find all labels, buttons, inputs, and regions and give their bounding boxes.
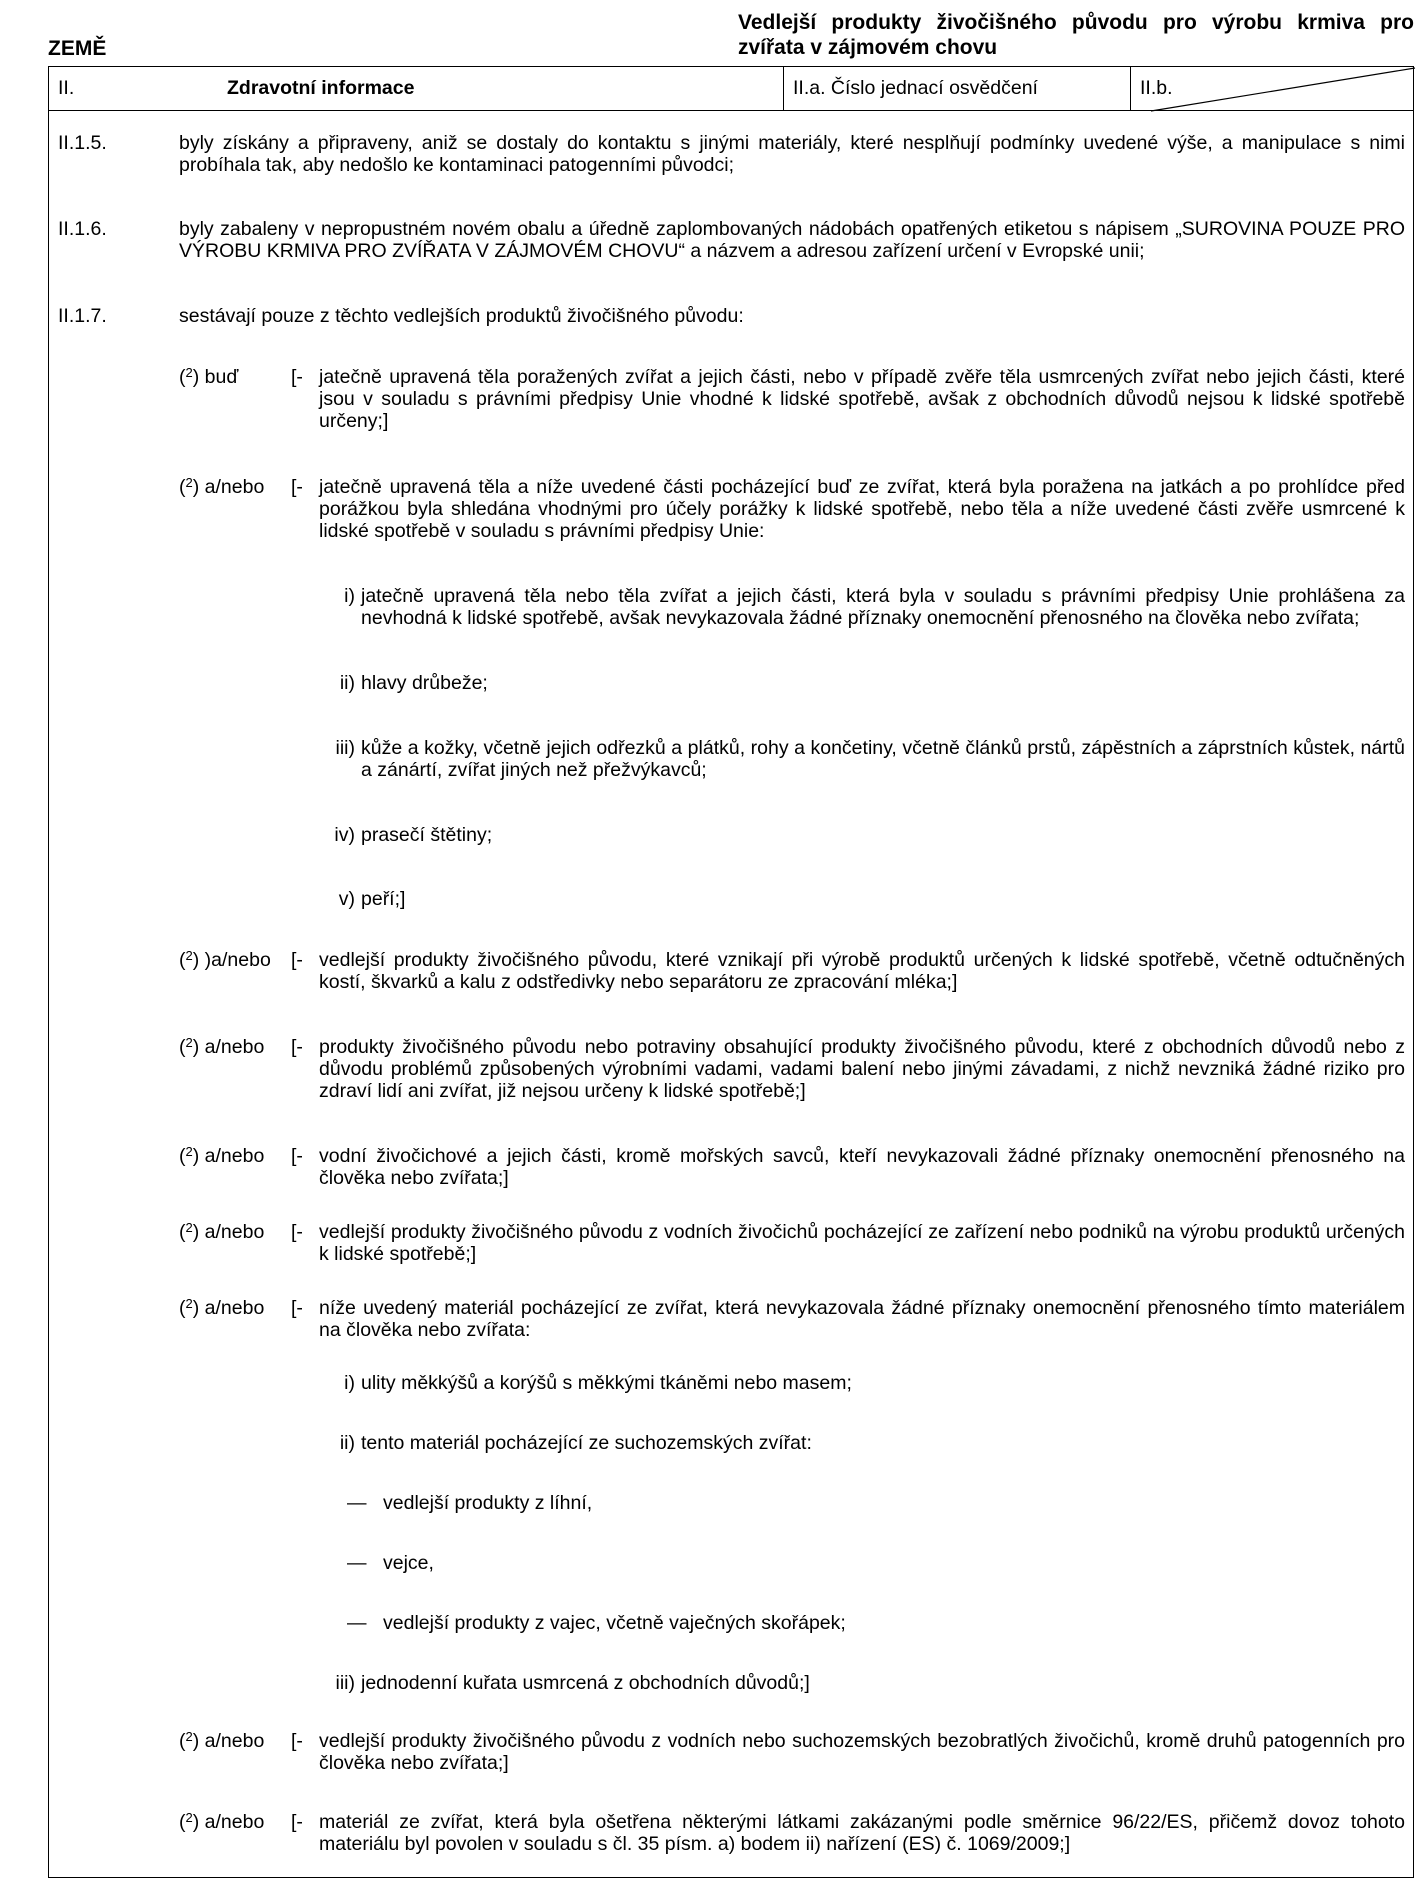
clause-ii-1-6: [49, 218, 1415, 262]
sub-item: [327, 737, 1405, 781]
sub-item-text: prasečí štětiny;: [361, 824, 493, 846]
option-item: [49, 1221, 1415, 1265]
footnote-ref: 2: [185, 1220, 193, 1235]
dash-item: [347, 1492, 1405, 1514]
option-item: [49, 1811, 1415, 1855]
sub-item: [327, 824, 1405, 846]
option-text: jatečně upravená těla a níže uvedené části pocházející buď ze zvířat, která byla poražena na jatkách a po prohlídce před porážkou byla shledána vhodnými pro účely porážky k lidské spotřebě, nebo těla a níže uvedené části zvěře usmrcené k lidské spotřebě v souladu s právními předpisy Unie:: [319, 476, 1405, 542]
country-label: ZEMĚ: [48, 37, 107, 60]
sub-item-text: ulity měkkýšů a korýšů s měkkými tkáněmi nebo masem;: [361, 1372, 852, 1394]
footnote-ref: 2: [185, 1144, 193, 1159]
sub-item-text: kůže a kožky, včetně jejich odřezků a plátků, rohy a končetiny, včetně článků prstů, zápěstních a záprstních kůstek, nártů a zánártí, zvířat jiných než přežvýkavců;: [361, 737, 1405, 781]
reference-number-label: II.a. Číslo jednací osvědčení: [793, 77, 1038, 99]
option-item: [49, 1145, 1415, 1189]
option-bracket: [-: [291, 1036, 303, 1058]
option-bracket: [-: [291, 949, 303, 971]
clause-ii-1-7: [49, 305, 1415, 327]
option-label: ($^2$) )a/nebo: [179, 948, 271, 971]
sub-item: [327, 1672, 1405, 1694]
sub-item-text: hlavy drůbeže;: [361, 672, 488, 694]
option-item: [49, 476, 1415, 542]
option-bracket: [-: [291, 366, 303, 388]
footnote-ref: 2: [185, 1810, 193, 1825]
section-title-cell: [179, 67, 783, 110]
reference-number-cell: [783, 67, 1130, 110]
sub-item-marker: iii): [335, 737, 355, 759]
sub-item-marker: v): [338, 888, 355, 910]
section-header-row: [48, 66, 1414, 111]
clause-number: II.1.5.: [58, 132, 107, 154]
option-text: produkty živočišného původu nebo potraviny obsahující produkty živočišného původu, které z obchodních důvodů nebo z důvodu problémů způsobených výrobními vadami, vadami balení nebo jinými závadami, z nichž nevzniká žádné riziko pro zdraví lidí ani zvířat, již nejsou určeny k lidské spotřebě;]: [319, 1036, 1405, 1102]
option-item: [49, 1730, 1415, 1774]
section-title: Zdravotní informace: [227, 77, 415, 99]
option-bracket: [-: [291, 1221, 303, 1243]
footnote-ref: 2: [185, 1035, 193, 1050]
option-label: ($^2$) a/nebo: [179, 1810, 265, 1833]
clause-text: sestávají pouze z těchto vedlejších produktů živočišného původu:: [179, 305, 744, 327]
sub-item-marker: ii): [339, 1432, 355, 1454]
footnote-ref: 2: [185, 475, 193, 490]
clauses-body: [48, 111, 1414, 1878]
sub-item-marker: iv): [334, 824, 355, 846]
sub-item-marker: i): [344, 585, 355, 607]
dash-item: [347, 1612, 1405, 1634]
option-text: vedlejší produkty živočišného původu z vodních nebo suchozemských bezobratlých živočichů, kromě druhů patogenních pro člověka nebo zvířata;]: [319, 1730, 1405, 1774]
dash-item-text: vedlejší produkty z vajec, včetně vaječných skořápek;: [383, 1612, 846, 1634]
option-bracket: [-: [291, 1730, 303, 1752]
footnote-ref: 2: [185, 1296, 193, 1311]
option-label: ($^2$) a/nebo: [179, 1035, 265, 1058]
clause-text: byly získány a připraveny, aniž se dostaly do kontaktu s jinými materiály, které nesplňují podmínky uvedené výše, a manipulace s nimi probíhala tak, aby nedošlo ke kontaminaci patogenními původci;: [179, 132, 1405, 176]
footnote-ref: 2: [185, 1729, 193, 1744]
option-item: [49, 949, 1415, 993]
option-label: ($^2$) a/nebo: [179, 1144, 265, 1167]
option-text: jatečně upravená těla poražených zvířat a jejich části, nebo v případě zvěře těla usmrcených zvířat nebo jejich části, které jsou v souladu s právními předpisy Unie vhodné k lidské spotřebě, avšak z obchodních důvodů nejsou k lidské spotřebě určeny;]: [319, 366, 1405, 432]
option-text: vedlejší produkty živočišného původu z vodních živočichů pocházející ze zařízení nebo podniků na výrobu produktů určených k lidské spotřebě;]: [319, 1221, 1405, 1265]
option-text: níže uvedený materiál pocházející ze zvířat, která nevykazovala žádné příznaky onemocnění přenosného tímto materiálem na člověka nebo zvířata:: [319, 1297, 1405, 1341]
option-text: vedlejší produkty živočišného původu, které vznikají při výrobě produktů určených k lidské spotřebě, včetně odtučněných kostí, škvarků a kalu z odstředivky nebo separátoru ze zpracování mléka;]: [319, 949, 1405, 993]
footnote-ref: 2: [185, 365, 193, 380]
sub-item-text: peří;]: [361, 888, 406, 910]
cross-out-line: [1131, 67, 1416, 112]
option-label: ($^2$) a/nebo: [179, 1729, 265, 1752]
section-number: II.: [58, 77, 75, 99]
clause-ii-1-5: [49, 132, 1415, 176]
sub-item-marker: ii): [339, 672, 355, 694]
clause-text: byly zabaleny v nepropustném novém obalu a úředně zaplombovaných nádobách opatřených etiketou s nápisem „SUROVINA POUZE PRO VÝROBU KRMIVA PRO ZVÍŘATA V ZÁJMOVÉM CHOVU“ a názvem a adresou zařízení určení v Evropské unii;: [179, 218, 1405, 262]
footnote-ref: 2: [185, 948, 193, 963]
clause-number: II.1.7.: [58, 305, 107, 327]
dash-item-text: vedlejší produkty z líhní,: [383, 1492, 593, 1514]
sub-item-marker: iii): [335, 1672, 355, 1694]
option-bracket: [-: [291, 476, 303, 498]
dash-marker: —: [347, 1552, 367, 1574]
section-number-cell: [49, 67, 179, 110]
sub-item: [327, 672, 1405, 694]
sub-item: [327, 585, 1405, 629]
sub-item-text: tento materiál pocházející ze suchozemských zvířat:: [361, 1432, 812, 1454]
option-item: [49, 1036, 1415, 1102]
reference-b-cell: [1130, 67, 1415, 110]
option-item: [49, 1297, 1415, 1341]
option-bracket: [-: [291, 1145, 303, 1167]
option-bracket: [-: [291, 1811, 303, 1833]
sub-item: [327, 1372, 1405, 1394]
certificate-title: Vedlejší produkty živočišného původu pro výrobu krmiva pro zvířata v zájmovém chovu: [738, 11, 1414, 59]
dash-marker: —: [347, 1492, 367, 1514]
option-label: ($^2$) a/nebo: [179, 475, 265, 498]
dash-item-text: vejce,: [383, 1552, 434, 1574]
option-label: ($^2$) buď: [179, 365, 239, 388]
dash-marker: —: [347, 1612, 367, 1634]
option-bracket: [-: [291, 1297, 303, 1319]
sub-item-marker: i): [344, 1372, 355, 1394]
option-item: [49, 366, 1415, 432]
option-label: ($^2$) a/nebo: [179, 1220, 265, 1243]
sub-item-text: jednodenní kuřata usmrcená z obchodních důvodů;]: [361, 1672, 810, 1694]
dash-item: [347, 1552, 1405, 1574]
option-text: materiál ze zvířat, která byla ošetřena některými látkami zakázanými podle směrnice 96/22/ES, přičemž dovoz tohoto materiálu byl povolen v souladu s čl. 35 písm. a) bodem ii) nařízení (ES) č. 1069/2009;]: [319, 1811, 1405, 1855]
reference-b-label: II.b.: [1140, 77, 1173, 99]
option-label: ($^2$) a/nebo: [179, 1296, 265, 1319]
option-text: vodní živočichové a jejich části, kromě mořských savců, kteří nevykazovali žádné příznaky onemocnění přenosného na člověka nebo zvířata;]: [319, 1145, 1405, 1189]
clause-number: II.1.6.: [58, 218, 107, 240]
sub-item: [327, 1432, 1405, 1454]
sub-item: [327, 888, 1405, 910]
sub-item-text: jatečně upravená těla nebo těla zvířat a jejich části, která byla v souladu s právními předpisy Unie prohlášena za nevhodná k lidské spotřebě, avšak nevykazovala žádné příznaky onemocnění přenosného na člověka nebo zvířata;: [361, 585, 1405, 629]
